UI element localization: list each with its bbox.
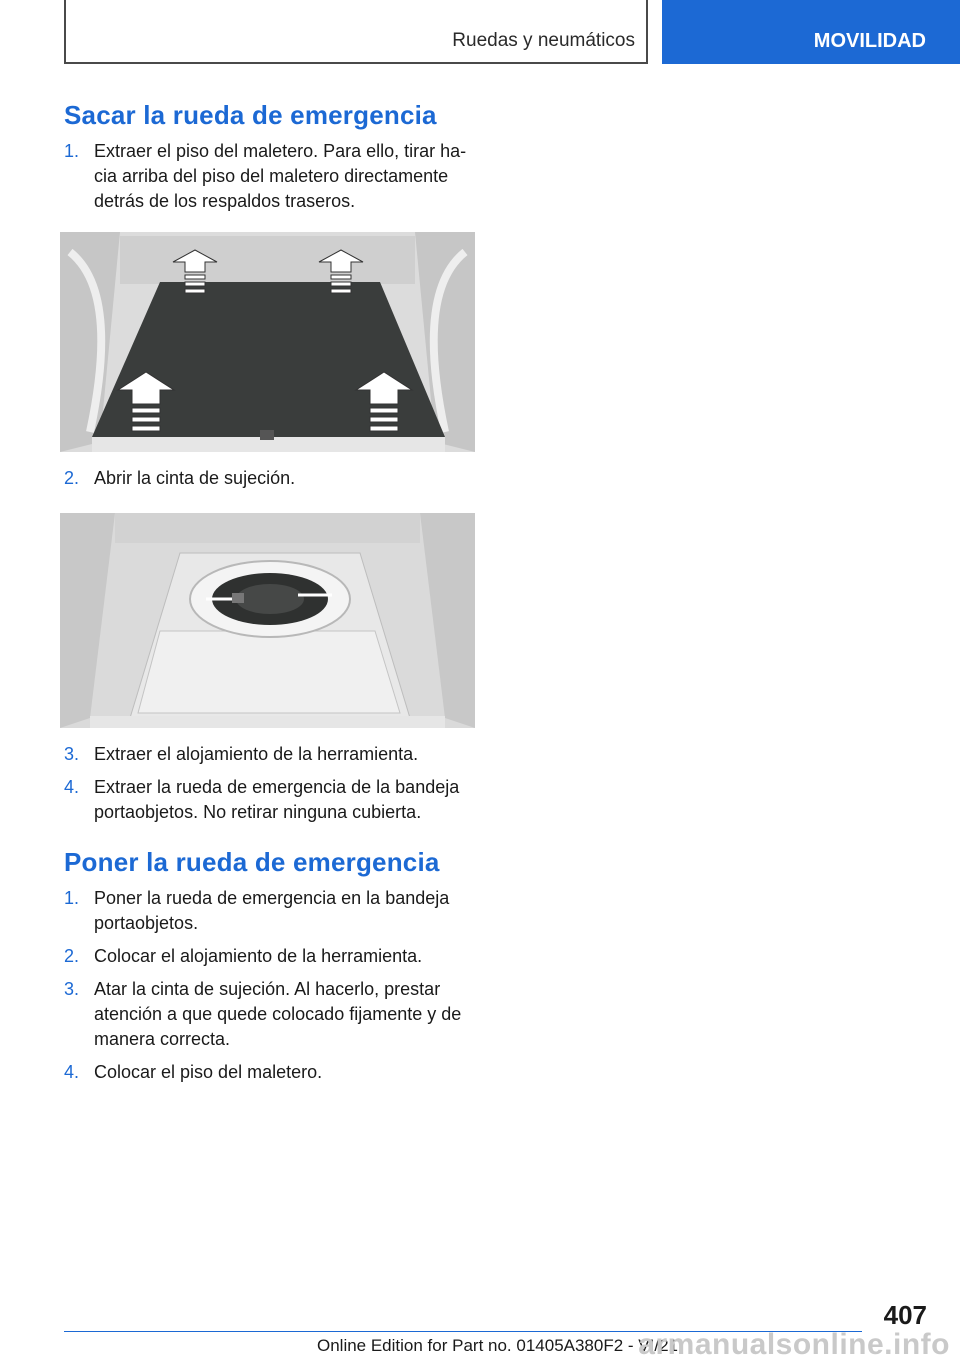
page-number: 407 <box>883 1300 927 1330</box>
list-item: 4. Colocar el piso del maletero. <box>64 1062 323 1082</box>
steps-list-remove-3 <box>64 742 479 825</box>
section-heading-remove: Sacar la rueda de emergencia <box>64 100 437 130</box>
section-heading-install: Poner la rueda de emergencia <box>64 847 440 877</box>
section-title: Ruedas y neumáticos <box>452 30 635 51</box>
edition-text: Online Edition for Part no. 01405A380F2 - VI/21 <box>316 1336 678 1355</box>
list-item: 2. Abrir la cinta de sujeción. <box>64 468 296 488</box>
main-content <box>64 100 479 1085</box>
spare-wheel-illustration <box>60 513 475 728</box>
list-item: 4. Extraer la rueda de emergencia de la bandeja portaobjetos. No retirar ninguna cubierta. <box>64 777 460 822</box>
steps-list-remove <box>64 139 479 214</box>
steps-list-install <box>64 886 479 1085</box>
chapter-tab[interactable]: MOVILIDAD <box>662 0 960 64</box>
list-item: 3. Extraer el alojamiento de la herramienta. <box>64 744 419 764</box>
steps-list-remove-2 <box>64 466 479 491</box>
trunk-floor-illustration <box>60 232 475 452</box>
list-item: 3. Atar la cinta de sujeción. Al hacerlo, prestar atención a que quede colocado fijamente y de manera correcta. <box>64 979 462 1049</box>
list-item: 2. Colocar el alojamiento de la herramienta. <box>64 946 423 966</box>
list-item: 1. Poner la rueda de emergencia en la bandeja portaobjetos. <box>64 888 450 933</box>
watermark-logo: armanualsonline.info <box>638 1328 950 1361</box>
list-item: 1. Extraer el piso del maletero. Para ello, tirar hacia arriba del piso del maletero directamente detrás de los respaldos traseros. <box>64 141 467 211</box>
